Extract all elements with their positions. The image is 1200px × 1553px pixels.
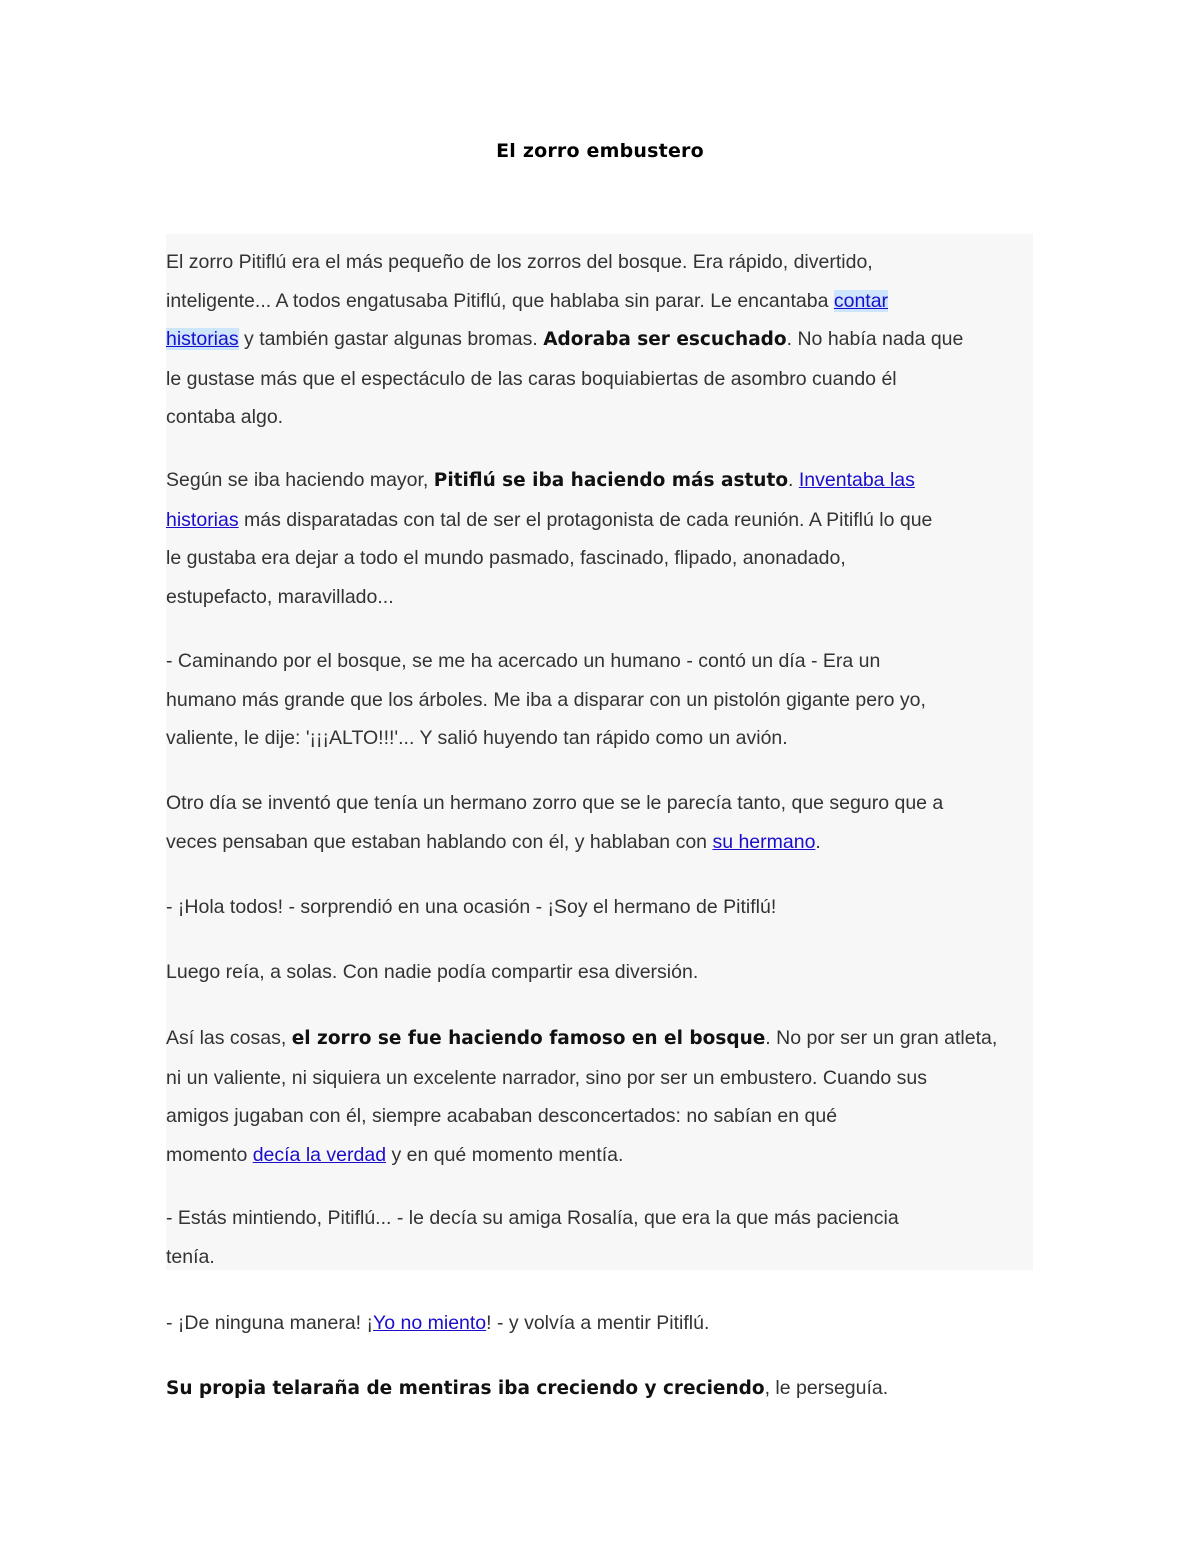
paragraph-3 [166, 642, 1036, 758]
text: contaba algo. [166, 406, 284, 428]
text: Según se iba haciendo mayor, [166, 469, 434, 491]
paragraph-10 [166, 1369, 1036, 1409]
paragraph-5 [166, 888, 1036, 927]
paragraph-1 [166, 243, 1036, 437]
text: - Caminando por el bosque, se me ha acercado un humano - contó un día - Era un [166, 650, 881, 672]
document-title: El zorro embustero [496, 140, 704, 162]
text: . No había nada que [786, 328, 964, 350]
text: - Estás mintiendo, Pitiflú... - le decía su amiga Rosalía, que era la que más paciencia [166, 1207, 899, 1229]
text: veces pensaban que estaban hablando con él, y hablaban con [166, 830, 713, 853]
paragraph-6 [166, 953, 1036, 992]
bold-text: el zorro se fue haciendo famoso en el bosque [291, 1028, 766, 1049]
text: , le perseguía. [764, 1377, 889, 1399]
link-su-hermano[interactable]: su hermano [712, 830, 816, 853]
paragraph-7 [166, 1019, 1036, 1174]
text: humano más grande que los árboles. Me iba a disparar con un pistolón gigante pero yo, [166, 688, 926, 711]
paragraph-9 [166, 1304, 1036, 1343]
text: - ¡De ninguna manera! ¡ [166, 1312, 374, 1334]
link-contar[interactable]: contar [833, 289, 889, 312]
text: valiente, le dije: '¡¡¡ALTO!!!'... Y salió huyendo tan rápido como un avión. [166, 727, 788, 749]
text: tenía. [166, 1245, 215, 1268]
text: le gustaba era dejar a todo el mundo pasmado, fascinado, flipado, anonadado, [166, 547, 846, 569]
link-yo-no-miento[interactable]: Yo no miento [373, 1312, 487, 1334]
text: El zorro Pitiflú era el más pequeño de los zorros del bosque. Era rápido, divertido, [166, 251, 873, 273]
bold-text: Su propia telaraña de mentiras iba creciendo y creciendo [166, 1378, 765, 1399]
text: Luego reía, a solas. Con nadie podía compartir esa diversión. [166, 961, 699, 983]
bold-text: Adoraba ser escuchado [543, 329, 787, 350]
text: ! - y volvía a mentir Pitiflú. [486, 1312, 710, 1334]
link-decia-la-verdad[interactable]: decía la verdad [252, 1143, 387, 1166]
text: . No por ser un gran atleta, [765, 1027, 998, 1049]
paragraph-8 [166, 1199, 1036, 1276]
link-historias-2[interactable]: historias [166, 508, 239, 531]
text: . [815, 830, 821, 853]
text: Otro día se inventó que tenía un hermano zorro que se le parecía tanto, que seguro que a [166, 792, 944, 814]
text: Así las cosas, [166, 1027, 292, 1049]
text: momento [166, 1143, 253, 1166]
link-inventaba-las[interactable]: Inventaba las [798, 469, 915, 491]
text: y también gastar algunas bromas. [238, 328, 544, 350]
text: - ¡Hola todos! - sorprendió en una ocasión - ¡Soy el hermano de Pitiflú! [166, 896, 777, 918]
text: y en qué momento mentía. [386, 1143, 624, 1166]
paragraph-4 [166, 784, 1036, 861]
text: más disparatadas con tal de ser el protagonista de cada reunión. A Pitiflú lo que [238, 508, 933, 531]
paragraph-2 [166, 461, 1036, 616]
text: le gustase más que el espectáculo de las caras boquiabiertas de asombro cuando él [166, 367, 897, 390]
link-historias[interactable]: historias [166, 328, 239, 350]
text: . [788, 469, 799, 491]
text: amigos jugaban con él, siempre acababan desconcertados: no sabían en qué [166, 1105, 838, 1127]
text: ni un valiente, ni siquiera un excelente narrador, sino por ser un embustero. Cuando sus [166, 1066, 927, 1089]
text: inteligente... A todos engatusaba Pitiflú, que hablaba sin parar. Le encantaba [166, 289, 834, 312]
text: estupefacto, maravillado... [166, 585, 394, 608]
bold-text: Pitiflú se iba haciendo más astuto [433, 470, 789, 491]
